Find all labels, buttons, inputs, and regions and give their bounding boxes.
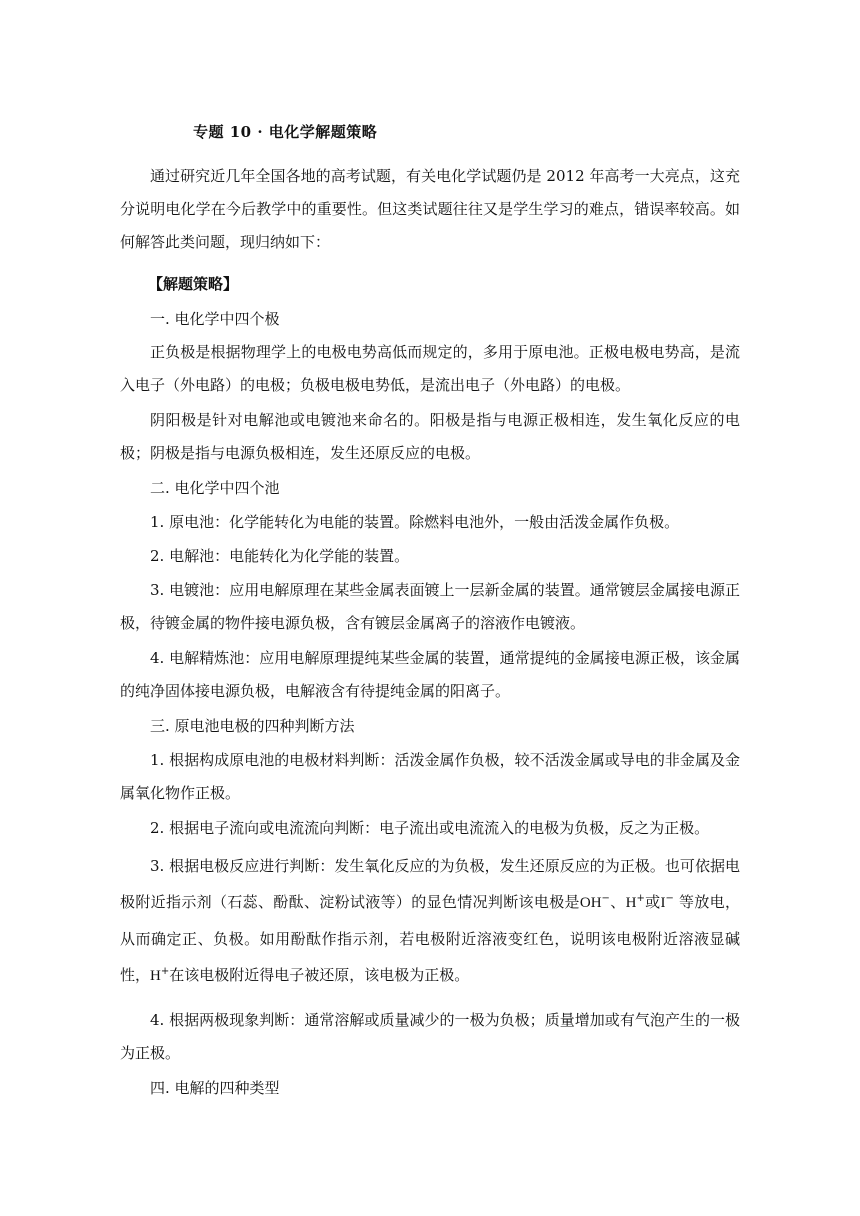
s2-heading: 二. 电化学中四个池 <box>150 479 280 497</box>
s2-item-3: 3. 电镀池：应用电解原理在某些金属表面镀上一层新金属的装置。通常镀层金属接电源正极，待镀金属的物件接电源负极，含有镀层金属离子的溶液作电镀液。 <box>120 581 740 632</box>
s4-heading: 四. 电解的四种类型 <box>150 1079 280 1097</box>
s2-item-1: 1. 原电池：化学能转化为电能的装置。除燃料电池外，一般由活泼金属作负极。 <box>150 513 680 531</box>
s1-paragraph-2: 阴阳极是针对电解池或电镀池来命名的。阳极是指与电源正极相连，发生氧化反应的电极；阴极是指与电源负极相连，发生还原反应的电极。 <box>120 411 740 462</box>
s1-paragraph-1: 正负极是根据物理学上的电极电势高低而规定的，多用于原电池。正极电极电势高，是流入电子（外电路）的电极；负极电极电势低，是流出电子（外电路）的电极。 <box>120 343 740 394</box>
s3-item-3 <box>120 848 740 994</box>
s3-item-3-text-c: 在该电极附近得电子被还原，该电极为正极。 <box>169 966 470 984</box>
s3-item-1: 1. 根据构成原电池的电极材料判断：活泼金属作负极，较不活泼金属或导电的非金属及金属氧化物作正极。 <box>120 751 740 802</box>
hydrogen-ion-symbol: H <box>625 895 637 911</box>
s3-heading: 三. 原电池电极的四种判断方法 <box>150 717 355 735</box>
s3-item-3-text-a: 3. 根据电极反应进行判断：发生氧化反应的为负极，发生还原反应的为正极。也可依据电极附近指示剂（石蕊、酚酞、淀粉试液等）的显色情况判断该电极是 <box>120 857 740 911</box>
s2-item-2: 2. 电解池：电能转化为化学能的装置。 <box>150 547 410 565</box>
s2-item-4: 4. 电解精炼池：应用电解原理提纯某些金属的装置，通常提纯的金属接电源正极，该金属的纯净固体接电源负极，电解液含有待提纯金属的阳离子。 <box>120 649 740 700</box>
hydroxide-symbol: OH <box>579 895 602 911</box>
s3-item-3-separator: 、 <box>609 893 626 911</box>
section-label: 【解题策略】 <box>148 275 239 293</box>
s3-item-3-text-b: 等放电，从而确定正、负极。如用酚酞作指示剂，若电极附近溶液变红色，说明该电极附近溶液显碱性， <box>120 893 740 984</box>
hydrogen-ion-charge: + <box>636 893 645 904</box>
doc-title: 专题 10 · 电化学解题策略 <box>193 123 378 141</box>
s3-item-4: 4. 根据两极现象判断：通常溶解或质量减少的一极为负极；质量增加或有气泡产生的一极为正极。 <box>120 1011 740 1062</box>
intro-paragraph: 通过研究近几年全国各地的高考试题，有关电化学试题仍是 2012 年高考一大亮点，这充分说明电化学在今后教学中的重要性。但这类试题往往又是学生学习的难点，错误率较高。如何解答此类问题，现归纳如下： <box>120 167 740 251</box>
iodide-symbol: I <box>660 895 666 911</box>
s1-heading: 一. 电化学中四个极 <box>150 310 280 328</box>
s3-item-2: 2. 根据电子流向或电流流向判断：电子流出或电流流入的电极为负极，反之为正极。 <box>150 819 710 837</box>
s3-item-3-or: 或 <box>644 893 661 911</box>
hydroxide-charge: − <box>601 893 610 904</box>
hydrogen-ion-symbol-2: H <box>150 968 161 984</box>
hydrogen-ion-charge-2: + <box>160 966 170 977</box>
iodide-charge: − <box>665 893 674 904</box>
